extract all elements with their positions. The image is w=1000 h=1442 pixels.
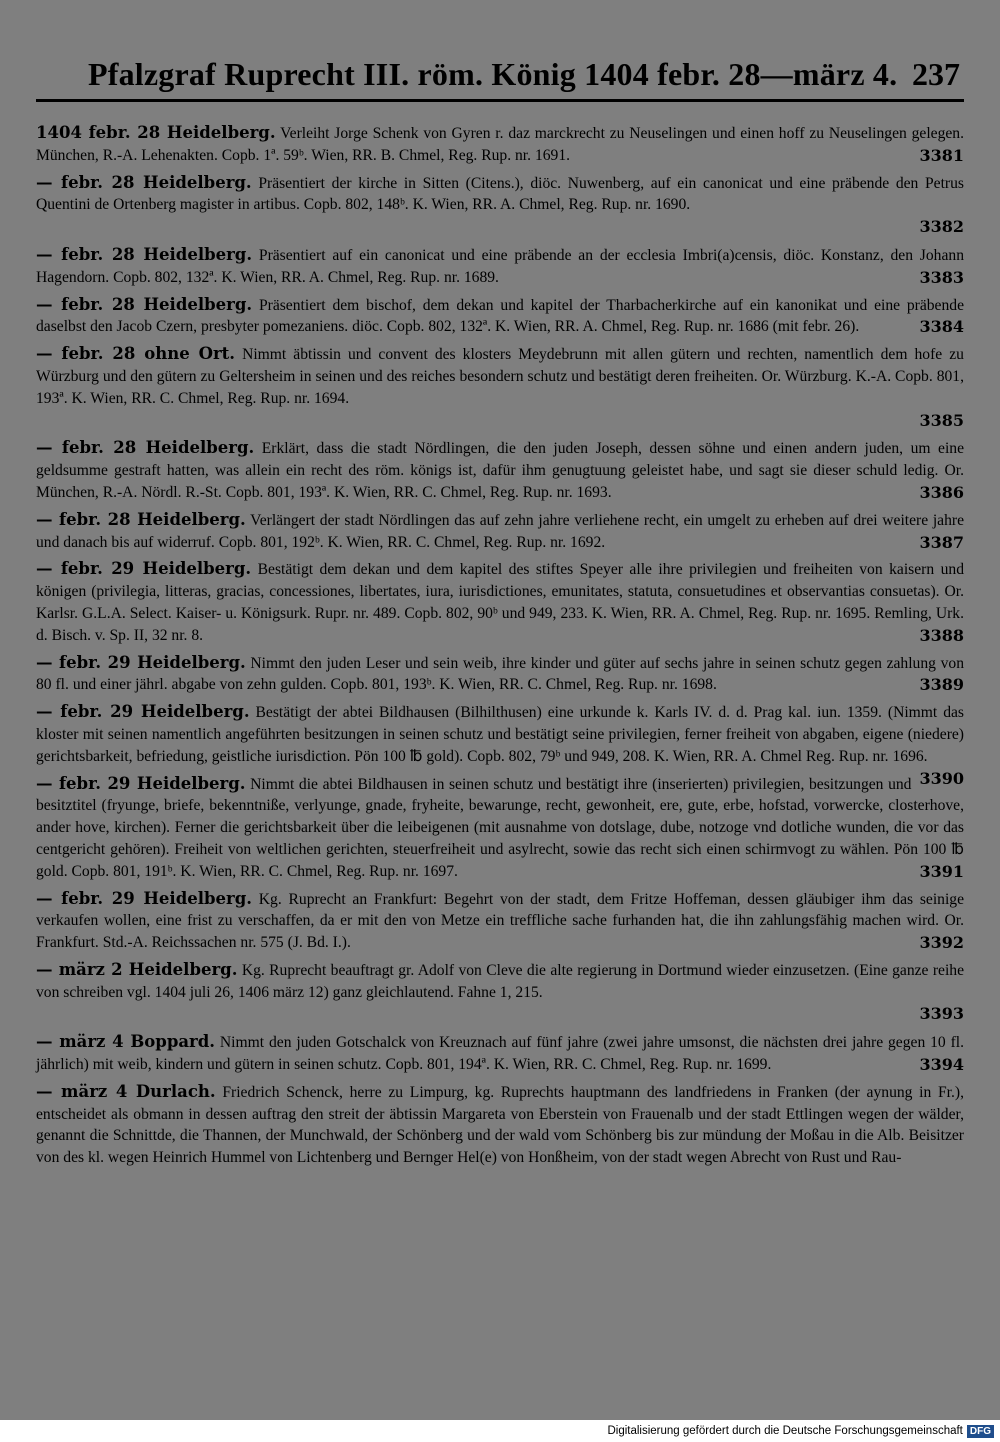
entry-number: 3387 [919, 532, 964, 552]
regest-entry [36, 122, 964, 167]
entry-text: Friedrich Schenck, herre zu Limpurg, kg. Ruprechts hauptmann des landfriedens in Franken (der aynung in Fr.), entscheidet als obmann in dessen auftrag den streit der äbtissin Margareta von Eberstein von Frauenalb und der stadt Ettlingen wegen der wälder, genannt die Schnittde, die Thannen, der Munchwald, der Schönberg und der wald vom Schönberg bis zur mündung der Moßau in die Alb. Beisitzer von des kl. wegen Heinrich Hummel von Lichtenberg und Bernger Hel(e) von Honßheim, von der stadt wegen Abrecht von Rust und Rau- [36, 1083, 964, 1167]
entry-date-place: — febr. 29 Heidelberg. [36, 888, 253, 908]
entry-text: Bestätigt der abtei Bildhausen (Bilhilthusen) eine urkunde k. Karls IV. d. d. Prag kal. iun. 1359. (Nimmt das kloster mit seinen namentlich angeführten besitzungen in seinen schutz und bestätigt seine privilegien, ferner freiheit von abgaben, eigene (niedere) gerichtsbarkeit, befriedung, geistliche iurisdiction. Pön 100 ℔ gold). Copb. 802, 79ᵇ und 949, 208. K. Wien, RR. A. Chmel Reg. Rup. nr. 1696. [36, 704, 964, 765]
regest-entry [36, 959, 964, 1026]
entry-number: 3390 [919, 768, 964, 788]
entry-number: 3392 [919, 933, 964, 953]
regest-entry [36, 172, 964, 239]
entry-date-place: — febr. 29 Heidelberg. [36, 773, 246, 793]
regest-entry [36, 652, 964, 697]
entry-number: 3386 [919, 482, 964, 502]
entry-date-place: — märz 4 Durlach. [36, 1081, 216, 1101]
regest-entry [36, 888, 964, 954]
entry-number: 3381 [919, 145, 964, 165]
regest-list [36, 122, 964, 1169]
entry-text: Bestätigt dem dekan und dem kapitel des stiftes Speyer alle ihre privilegien und freiheiten von kaisern und königen (privilegia, litteras, gracias, concessiones, libertates, iura, iurisdictiones, emunitates, statuta, consuetudines et observantias consuetas). Or. Karlsr. G.L.A. Select. Kaiser- u. Königsurk. Rupr. nr. 489. Copb. 802, 90ᵇ und 949, 233. K. Wien, RR. A. Chmel, Reg. Rup. nr. 1695. Remling, Urk. d. Bisch. v. Sp. II, 32 nr. 8. [36, 561, 965, 644]
entry-date-place: — febr. 28 Heidelberg. [36, 294, 253, 314]
regest-entry [36, 1081, 964, 1169]
entry-date-place: — febr. 29 Heidelberg. [36, 559, 252, 579]
entry-text: Nimmt die abtei Bildhausen in seinen schutz und bestätigt ihre (inserierten) privilegien, besitzungen und besitztitel (fryunge, briefe, bekenntniße, verlyunge, gnade, fryheite, bewarunge, recht, gewonheit, ere, gute, erbe, hofstad, vorwercke, closterhove, ander hove, kirchen). Ferner die gerichtsbarkeit über die leibeigenen (mit ausnahme von dotslage, dube, notzoge vnd dotliche wunden, die vor das centgericht gehören). Freiheit von weltlichen gerichten, steuerfreiheit und asylrecht, sowie das recht sich einen schirmvogt zu wählen. Pön 100 ℔ gold. Copb. 801, 191ᵇ. K. Wien, RR. C. Chmel, Reg. Rup. nr. 1697. [36, 775, 964, 880]
regest-entry [36, 343, 964, 432]
entry-number: 3385 [919, 410, 964, 430]
entry-number: 3384 [919, 317, 964, 337]
entry-date-place: — märz 2 Heidelberg. [36, 959, 238, 979]
header-rule [36, 99, 964, 102]
entry-text: Verleiht Jorge Schenk von Gyren r. daz marckrecht zu Neuselingen und einen hoff zu Neuselingen gelegen. München, R.-A. Lehenakten. Copb. 1ª. 59ᵇ. Wien, RR. B. Chmel, Reg. Rup. nr. 1691. [36, 125, 964, 164]
entry-text: Präsentiert der kirche in Sitten (Citens.), diöc. Nuwenberg, auf ein canonicat und eine präbende den Petrus Quentini de Ortenberg magister in artibus. Copb. 802, 148ᵇ. K. Wien, RR. A. Chmel, Reg. Rup. nr. 1690. [36, 174, 964, 214]
entry-number: 3393 [919, 1004, 964, 1024]
entry-number: 3389 [919, 675, 964, 695]
footer-credit: Digitalisierung gefördert durch die Deutsche Forschungsgemeinschaft [607, 1425, 963, 1437]
regest-entry [36, 244, 964, 289]
entry-date-place: — febr. 29 Heidelberg. [36, 702, 250, 722]
entry-text: Nimmt den juden Leser und sein weib, ihre kinder und güter auf sechs jahre in seinen schutz gegen zahlung von 80 fl. und einer jährl. abgabe von zehn gulden. Copb. 801, 193ᵇ. K. Wien, RR. C. Chmel, Reg. Rup. nr. 1698. [36, 654, 964, 694]
regest-entry [36, 558, 964, 646]
entry-date-place: — febr. 28 Heidelberg. [36, 172, 252, 192]
footer-bar [0, 1420, 1000, 1442]
page-title: Pfalzgraf Ruprecht III. röm. König 1404 febr. 28—märz 4. [88, 56, 898, 92]
regest-entry [36, 1031, 964, 1076]
entry-number: 3382 [919, 217, 964, 237]
entry-text: Verlängert der stadt Nördlingen das auf zehn jahre verliehene recht, ein umgelt zu erheben auf drei weitere jahre und danach bis auf widerruf. Copb. 801, 192ᵇ. K. Wien, RR. C. Chmel, Reg. Rup. nr. 1692. [36, 511, 964, 551]
entry-date-place: — febr. 29 Heidelberg. [36, 652, 246, 672]
entry-text: Erklärt, dass die stadt Nördlingen, die den juden Joseph, dessen söhne und einen andern juden, um eine geldsumme gestraft hatten, was allein ein recht des röm. königs ist, dafür ihm genugtuung geleistet habe, und sagt sie dieser schuld ledig. Or. München, R.-A. Nördl. R.-St. Copb. 801, 193ª. K. Wien, RR. C. Chmel, Reg. Rup. nr. 1693. [36, 440, 964, 501]
entry-date-place: — febr. 28 Heidelberg. [36, 438, 255, 458]
entry-date-place: — febr. 28 Heidelberg. [36, 244, 253, 264]
entry-number: 3391 [919, 861, 964, 881]
entry-date-place: — febr. 28 ohne Ort. [36, 344, 236, 364]
regest-entry [36, 701, 964, 788]
entry-date-place: — febr. 28 Heidelberg. [36, 509, 246, 529]
entry-number: 3394 [919, 1055, 964, 1075]
running-header [36, 56, 964, 93]
regest-entry [36, 437, 964, 503]
entry-date-place: — märz 4 Boppard. [36, 1032, 216, 1052]
regest-entry [36, 509, 964, 554]
entry-date-place: 1404 febr. 28 Heidelberg. [36, 123, 276, 142]
entry-number: 3383 [919, 267, 964, 287]
entry-text: Kg. Ruprecht an Frankfurt: Begehrt von der stadt, dem Fritze Hoffeman, dessen gläubiger ihm das seinige verkaufen wollen, eine frist zu verschaffen, da er mit den von Metze ein treffliche sache furhanden hat, die ihn zahlungsfähig machen wird. Or. Frankfurt. Std.-A. Reichssachen nr. 575 (J. Bd. I.). [36, 890, 964, 952]
entry-text: Präsentiert auf ein canonicat und eine präbende an der ecclesia Imbri(a)censis, diöc. Konstanz, den Johann Hagendorn. Copb. 802, 132ª. K. Wien, RR. A. Chmel, Reg. Rup. nr. 1689. [36, 246, 964, 286]
regest-entry [36, 294, 964, 339]
dfg-logo: DFG [967, 1425, 994, 1438]
entry-text: Kg. Ruprecht beauftragt gr. Adolf von Cleve die alte regierung in Dortmund wieder einzusetzen. (Eine ganze reihe von schreiben vgl. 1404 juli 26, 1406 märz 12) ganz gleichlautend. Fahne 1, 215. [36, 961, 964, 1001]
regest-entry [36, 773, 964, 883]
entry-text: Präsentiert dem bischof, dem dekan und kapitel der Tharbacherkirche auf ein kanonikat und eine präbende daselbst den Jacob Czern, presbyter pomezaniens. diöc. Copb. 802, 132ª. K. Wien, RR. A. Chmel, Reg. Rup. nr. 1686 (mit febr. 26). [36, 296, 964, 336]
entry-text: Nimmt äbtissin und convent des klosters Meydebrunn mit allen gütern und rechten, namentlich dem hofe zu Würzburg und den gütern zu Geltersheim in seinen und des reiches besondern schutz und bestätigt deren freiheiten. Or. Würzburg. K.-A. Copb. 801, 193ª. K. Wien, RR. C. Chmel, Reg. Rup. nr. 1694. [36, 346, 964, 407]
page-number: 237 [912, 56, 960, 92]
entry-number: 3388 [919, 625, 964, 645]
entry-text: Nimmt den juden Gotschalck von Kreuznach auf fünf jahre (zwei jahre umsonst, die nächsten drei jahre gegen 10 fl. jährlich) mit weib, kindern und gütern in seinen schutz. Copb. 801, 194ª. K. Wien, RR. C. Chmel, Reg. Rup. nr. 1699. [36, 1034, 964, 1074]
